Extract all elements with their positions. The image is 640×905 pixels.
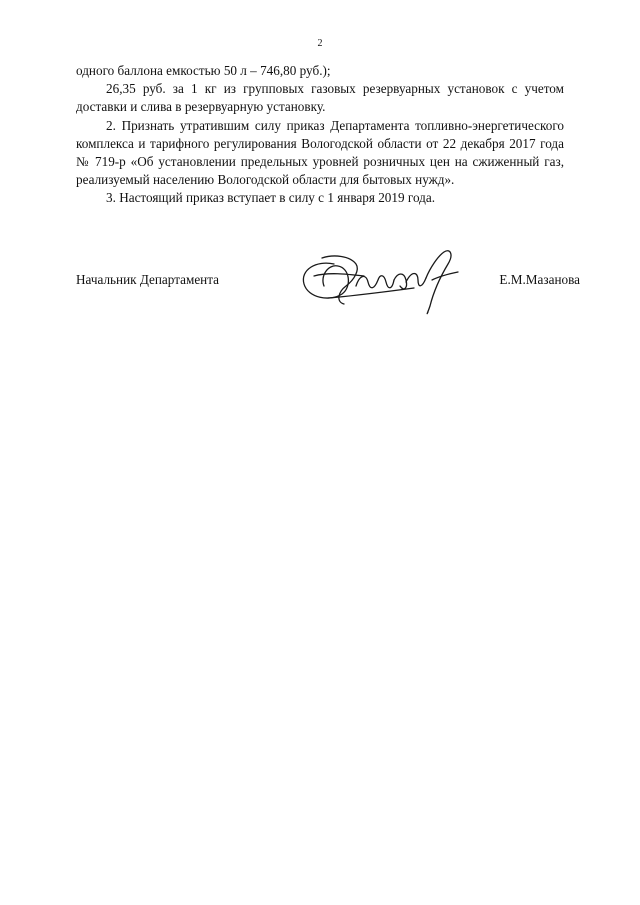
paragraph-price-reservoir: 26,35 руб. за 1 кг из групповых газовых резервуарных установок с учетом доставки и слива в резервуарную установку. [76, 81, 564, 115]
paragraph-item-2: 2. Признать утратившим силу приказ Департамента топливно-энергетического комплекса и тарифного регулирования Вологодской области от 22 декабря 2017 года № 719-р «Об установлении предельных уровней розничных цен на сжиженный газ, реализуемый населению Вологодской области для бытовых нужд». [76, 117, 564, 188]
page-number: 2 [317, 38, 323, 49]
paragraph-item-3: 3. Настоящий приказ вступает в силу с 1 января 2019 года. [106, 190, 436, 206]
paragraph-continuation: одного баллона емкостью 50 л – 746,80 руб.); [76, 63, 331, 78]
signatory-title: Начальник Департамента [76, 272, 220, 287]
signatory-name: Е.М.Мазанова [499, 272, 580, 287]
document-body [76, 62, 564, 208]
handwritten-signature-icon [294, 246, 474, 316]
signature-block [76, 246, 580, 316]
